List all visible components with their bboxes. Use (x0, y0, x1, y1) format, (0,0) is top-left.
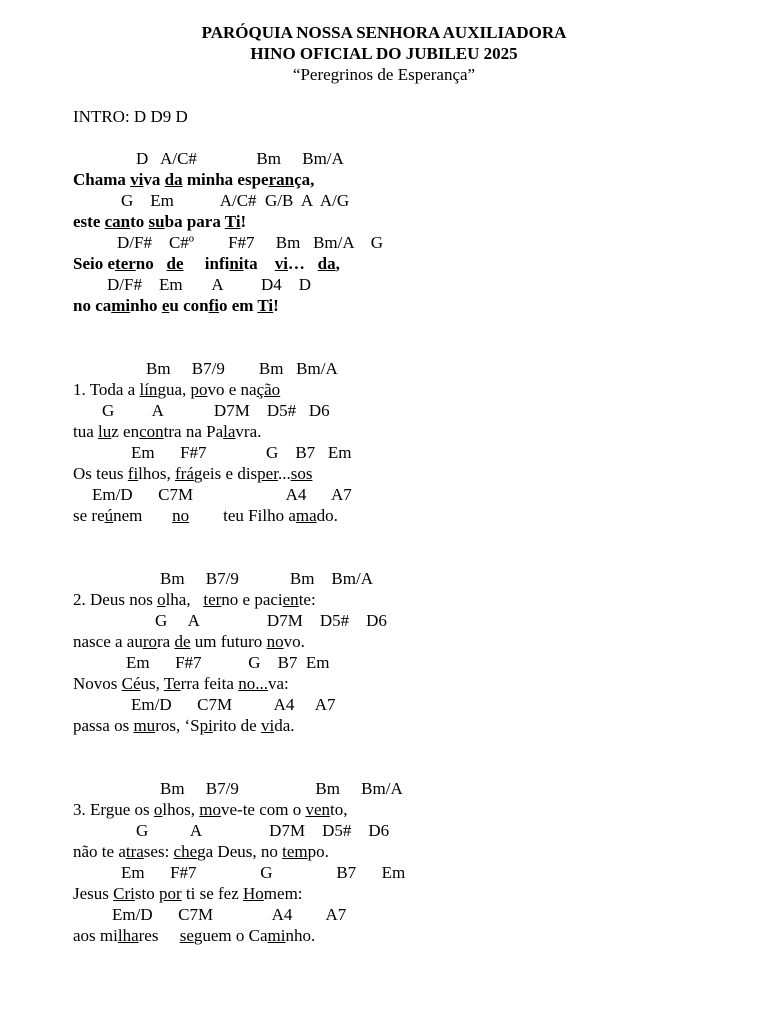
chord-line: D/F# Em A D4 D (107, 275, 312, 294)
hymn-subtitle: “Peregrinos de Esperança” (292, 65, 476, 84)
lyric-line: não te atrases: chega Deus, no tempo. (73, 842, 329, 861)
chord-line: G A D7M D5# D6 (155, 611, 387, 630)
chord-line: Em F#7 G B7 Em (121, 863, 406, 882)
chord-line: D/F# C#º F#7 Bm Bm/A G (117, 233, 383, 252)
chord-line: Bm B7/9 Bm Bm/A (160, 569, 373, 588)
lyric-line: se reúnem no teu Filho amado. (73, 506, 338, 525)
lyric-line: Novos Céus, Terra feita no...va: (73, 674, 289, 693)
chord-line: Em F#7 G B7 Em (126, 653, 330, 672)
lyric-line: Seio eterno de infinita vi… da, (73, 254, 340, 273)
chord-line: Em/D C7M A4 A7 (131, 695, 336, 714)
parish-title: PARÓQUIA NOSSA SENHORA AUXILIADORA (201, 23, 567, 42)
chord-line: Bm B7/9 Bm Bm/A (146, 359, 338, 378)
lyric-line: este canto suba para Ti! (73, 212, 247, 231)
lyric-line: tua luz encontra na Palavra. (73, 422, 262, 441)
lyric-line: 3. Ergue os olhos, move-te com o vento, (73, 800, 348, 819)
chord-line: D A/C# Bm Bm/A (136, 149, 344, 168)
chord-line: G Em A/C# G/B A A/G (121, 191, 350, 210)
lyric-line: no caminho eu confio em Ti! (73, 296, 279, 315)
chord-line: Em/D C7M A4 A7 (112, 905, 347, 924)
lyric-line: 1. Toda a língua, povo e nação (73, 380, 281, 399)
lyric-line: nasce a aurora de um futuro novo. (73, 632, 305, 651)
lyric-line: 2. Deus nos olha, terno e paciente: (73, 590, 316, 609)
chord-line: G A D7M D5# D6 (136, 821, 390, 840)
intro-line: INTRO: D D9 D (73, 107, 188, 126)
chord-line: Bm B7/9 Bm Bm/A (160, 779, 403, 798)
chord-line: Em F#7 G B7 Em (131, 443, 352, 462)
lyric-line: Jesus Cristo por ti se fez Homem: (73, 884, 303, 903)
chord-line: Em/D C7M A4 A7 (92, 485, 352, 504)
lyric-line: passa os muros, ‘Spirito de vida. (73, 716, 295, 735)
hymn-title: HINO OFICIAL DO JUBILEU 2025 (250, 44, 518, 63)
chord-line: G A D7M D5# D6 (102, 401, 330, 420)
lyric-line: aos milhares seguem o Caminho. (73, 926, 316, 945)
lyric-line: Os teus filhos, frágeis e disper...sos (73, 464, 313, 483)
document-header (0, 22, 768, 85)
lyric-line: Chama viva da minha esperança, (73, 170, 315, 189)
